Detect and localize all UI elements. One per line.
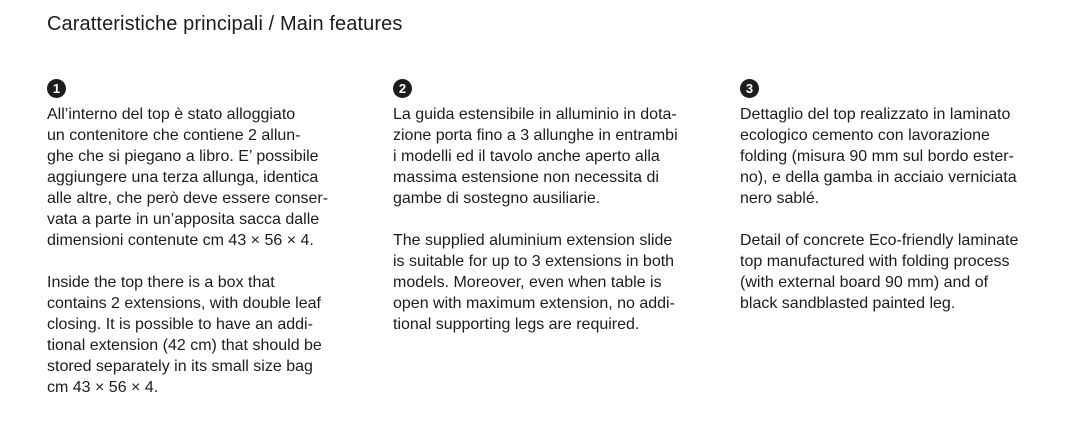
text-line: The supplied aluminium extension slide	[393, 232, 673, 249]
text-line: models. Moreover, even when table is	[393, 274, 662, 291]
text-line: ecologico cemento con lavorazione	[740, 127, 990, 144]
text-line: no), e della gamba in acciaio verniciata	[740, 169, 1017, 186]
feature-text-italian	[740, 104, 1060, 209]
text-line: (with external board 90 mm) and of	[740, 274, 989, 291]
text-line: is suitable for up to 3 extensions in both	[393, 253, 675, 270]
text-line: aggiungere una terza allunga, identica	[47, 169, 319, 186]
feature-text-italian	[47, 104, 367, 251]
text-line: zione porta fino a 3 allunghe in entrambi	[393, 127, 678, 144]
text-line: i modelli ed il tavolo anche aperto alla	[393, 148, 660, 165]
text-line: Inside the top there is a box that	[47, 274, 275, 291]
feature-number-badge: 1	[47, 79, 66, 98]
feature-column-1	[47, 79, 367, 398]
text-line: closing. It is possible to have an addi-	[47, 316, 313, 333]
text-line: ghe che si piegano a libro. E’ possibile	[47, 148, 319, 165]
text-line: vata a parte in un’apposita sacca dalle	[47, 211, 320, 228]
text-line: tional supporting legs are required.	[393, 316, 640, 333]
text-line: dimensioni contenute cm 43 × 56 × 4.	[47, 232, 314, 249]
feature-text-english	[740, 230, 1060, 314]
text-line: gambe di sostegno ausiliarie.	[393, 190, 601, 207]
text-line: alle altre, che però deve essere conser-	[47, 190, 329, 207]
text-line: cm 43 × 56 × 4.	[47, 379, 159, 396]
feature-text-english	[393, 230, 713, 335]
text-line: folding (misura 90 mm sul bordo ester-	[740, 148, 1014, 165]
text-line: All’interno del top è stato alloggiato	[47, 106, 296, 123]
feature-text-italian	[393, 104, 713, 209]
text-line: Detail of concrete Eco-friendly laminate	[740, 232, 1019, 249]
text-line: Dettaglio del top realizzato in laminato	[740, 106, 1011, 123]
text-line: open with maximum extension, no addi-	[393, 295, 675, 312]
text-line: black sandblasted painted leg.	[740, 295, 956, 312]
page-title: Caratteristiche principali / Main features	[47, 13, 403, 35]
text-line: top manufactured with folding process	[740, 253, 1010, 270]
text-line: stored separately in its small size bag	[47, 358, 313, 375]
feature-number-badge: 3	[740, 79, 759, 98]
text-line: contains 2 extensions, with double leaf	[47, 295, 321, 312]
feature-number-badge: 2	[393, 79, 412, 98]
feature-text-english	[47, 272, 367, 398]
text-line: un contenitore che contiene 2 allun-	[47, 127, 301, 144]
text-line: massima estensione non necessita di	[393, 169, 659, 186]
text-line: tional extension (42 cm) that should be	[47, 337, 322, 354]
feature-column-2	[393, 79, 713, 335]
text-line: La guida estensibile in alluminio in dota-	[393, 106, 677, 123]
feature-column-3	[740, 79, 1060, 314]
text-line: nero sablé.	[740, 190, 820, 207]
